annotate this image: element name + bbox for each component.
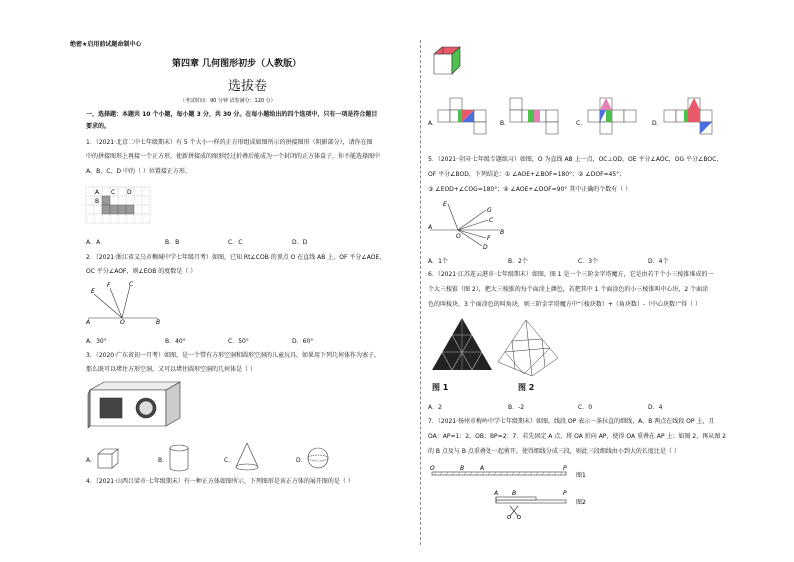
- q6-pyramid-figure-1: [430, 316, 496, 376]
- q6-option-d[interactable]: D．4: [648, 404, 663, 411]
- q2-option-c[interactable]: C．50°: [228, 338, 249, 345]
- q1-option-b[interactable]: B．B: [165, 239, 180, 246]
- q5-angle-figure: [428, 200, 508, 250]
- q7-line2: OA：AP=1：2，OB：BP=2：7．若先固定 A 点，将 OA 折向 AP，使得 OA 重叠在 AP 上；如图 2，再从图 2: [428, 433, 726, 440]
- q7-line3: 的 B 点及与 B 点重叠处一起剪开，使得细线分成三段，则此三段细线由小到大的长度比是（ ）: [428, 448, 680, 455]
- q4-option-a[interactable]: A．: [428, 120, 439, 127]
- q5-line3: ③ ∠EOD+∠COG=180°；④ ∠AOE+∠DOF=90° 其中正确的个数有（ ）: [428, 186, 632, 193]
- q4-option-d[interactable]: D．: [652, 120, 663, 127]
- q4-cube-figure: [432, 44, 466, 78]
- q2-label-o: O: [120, 319, 125, 326]
- q5-label-f: F: [487, 235, 491, 242]
- q3-option-cone-icon: [234, 442, 260, 472]
- q3-toy-figure: [86, 380, 186, 430]
- q5-line2: OF 平分∠BOD，下列结论：① ∠AOE+∠BOF=180°；② ∠DOF=45°；: [428, 171, 626, 178]
- section-heading-2: 要求的。: [86, 123, 111, 130]
- q6-pyramid-figure-2: [496, 318, 562, 378]
- q2-label-b: B: [156, 319, 161, 326]
- q6-option-a[interactable]: A．2: [428, 404, 442, 411]
- q4-option-a-net: [436, 98, 494, 138]
- q2-label-e: E: [91, 288, 95, 295]
- q1-option-c[interactable]: C．C: [228, 239, 243, 246]
- q5-label-e: E: [443, 201, 447, 208]
- q7-label-a1: A: [480, 465, 485, 472]
- q5-option-a[interactable]: A．1个: [428, 258, 448, 265]
- q2-label-a: A: [86, 319, 91, 326]
- q1-line1: 1．（2021·北京二中七年级期末）有 5 个大小一样的正方形组成如图所示的拼接图形（阴影部分），请你在图: [86, 139, 373, 146]
- q5-option-c[interactable]: C．3个: [578, 258, 599, 265]
- q2-label-c: C: [129, 281, 134, 288]
- q7-label-p2: P: [563, 490, 567, 497]
- q5-label-a: A: [428, 224, 433, 231]
- q4-option-c[interactable]: C．: [576, 120, 587, 127]
- q1-line3: A、B、C、D 中的（ ）位置接正方形。: [86, 168, 191, 175]
- q4-option-b-net: [508, 98, 566, 138]
- q4-option-c-net: [586, 98, 644, 138]
- q6-option-c[interactable]: C．0: [578, 404, 593, 411]
- q3-option-a[interactable]: A．: [86, 457, 97, 464]
- q7-label-b1: B: [460, 465, 465, 472]
- q1-line2: 中的拼接图形上再接一个正方形，使新拼接成的图形经过折叠后能成为一个封闭的正方体盒子，你不能选择图中: [86, 153, 381, 160]
- q1-option-d[interactable]: D．D: [292, 239, 308, 246]
- q2-option-a[interactable]: A．30°: [86, 338, 107, 345]
- q5-option-d[interactable]: D．4个: [648, 258, 669, 265]
- grid-label-d: D: [127, 189, 132, 196]
- grid-label-c: C: [111, 189, 116, 196]
- q5-option-b[interactable]: B．2个: [508, 258, 528, 265]
- exam-subtitle: 选拔卷: [228, 79, 268, 94]
- q6-fig1-caption: 图 1: [432, 383, 449, 392]
- q6-line2: 个大三棱锥（图 2），把大三棱锥的每个面涂上颜色，若把其中 1 个面涂色的小三棱锥叫中心块，2 个面涂: [428, 286, 709, 293]
- q5-label-c: C: [489, 217, 494, 224]
- q3-line1: 3．（2020·广东省初一月考）如图，是一个带有方形空洞和圆形空洞的儿童玩具，如果用下列几何体作为塞子，: [86, 352, 380, 359]
- q7-label-b2: B: [512, 490, 517, 497]
- q3-option-c[interactable]: C．: [224, 457, 235, 464]
- grid-label-a: A: [95, 189, 100, 196]
- q2-label-f: F: [107, 282, 111, 289]
- q7-label-a2: A: [494, 490, 499, 497]
- q7-fig2-caption: 图2: [576, 499, 586, 506]
- grid-label-b: B: [95, 198, 100, 205]
- exam-meta: （考试时间：90 分钟 试卷满分：120 分）: [180, 98, 276, 104]
- q1-option-a[interactable]: A．A: [86, 239, 101, 246]
- q2-option-d[interactable]: D．60°: [292, 338, 314, 345]
- q6-line1: 6．（2021·江苏连云港市·七年级期末）如图，图 1 是一个三阶金字塔魔方，它是由若干个小三棱锥堆成的一: [428, 271, 714, 278]
- q3-option-b[interactable]: B．: [158, 457, 169, 464]
- q4-option-d-net: [662, 98, 720, 138]
- q2-line1: 2．（2021·浙江省义乌市稠城中学七年级月考）如图，已知 Rt∠COB 的顶点 O 在直线 AB 上，OF 平分∠AOE，: [86, 254, 386, 261]
- q6-option-b[interactable]: B．-2: [508, 404, 525, 411]
- page-divider: [420, 40, 421, 545]
- secret-mark: 绝密★启用前试题命制中心: [70, 41, 142, 48]
- q2-line2: OC 平分∠AOF，则∠EOB 的度数是（ ）: [86, 268, 197, 275]
- q2-option-b[interactable]: B．40°: [165, 338, 186, 345]
- q1-grid-figure: [86, 187, 166, 225]
- q5-label-b: B: [500, 229, 505, 236]
- q3-option-cylinder-icon: [168, 444, 190, 472]
- q6-line3: 色的叫棱块，3 个面涂色的叫角块，则三阶金字塔魔方中“（棱块数）+（角块数）-（中心块数）”得（ ）: [428, 301, 702, 308]
- q3-option-d[interactable]: D．: [296, 457, 307, 464]
- q3-option-cube-icon: [96, 448, 122, 470]
- q7-fig1-caption: 图1: [576, 472, 586, 479]
- section-heading: 一、选择题：本题共 10 个小题，每小题 3 分，共 30 分。在每小题给出的四个选项中，只有一项是符合题目: [86, 111, 378, 118]
- q3-option-sphere-icon: [306, 446, 330, 470]
- q7-string-figure: [430, 462, 600, 518]
- q5-label-o: O: [456, 233, 461, 240]
- q5-label-d: D: [483, 244, 488, 251]
- exam-title: 第四章 几何图形初步（人教版）: [172, 59, 302, 69]
- q5-line1: 5．（2021·全国·七年级专题练习）如图，O 为直线 AB 上一点，OC⊥OD，OE 平分∠AOC，OG 平分∠BOC，: [428, 156, 723, 163]
- q4-option-b[interactable]: B．: [500, 120, 511, 127]
- q2-angle-figure: [86, 282, 166, 324]
- q7-line1: 7．（2021·扬州市梅岭中学七年级期末）如图，线段 OP 表示一条拉直的细线，A、B 两点在线段 OP 上，且: [428, 418, 715, 425]
- q7-label-o: O: [430, 465, 435, 472]
- q4-line1: 4．（2021·山西吕梁市·七年级期末）有一种正方体如图所示，下列图形是该正方体的展开图的是（ ）: [86, 478, 354, 485]
- q5-label-g: G: [487, 207, 492, 214]
- q3-line2: 那么既可以堵住方形空洞，又可以堵住圆形空洞的几何体是（ ）: [86, 366, 256, 373]
- q6-fig2-caption: 图 2: [518, 383, 535, 392]
- q7-label-p1: P: [563, 465, 567, 472]
